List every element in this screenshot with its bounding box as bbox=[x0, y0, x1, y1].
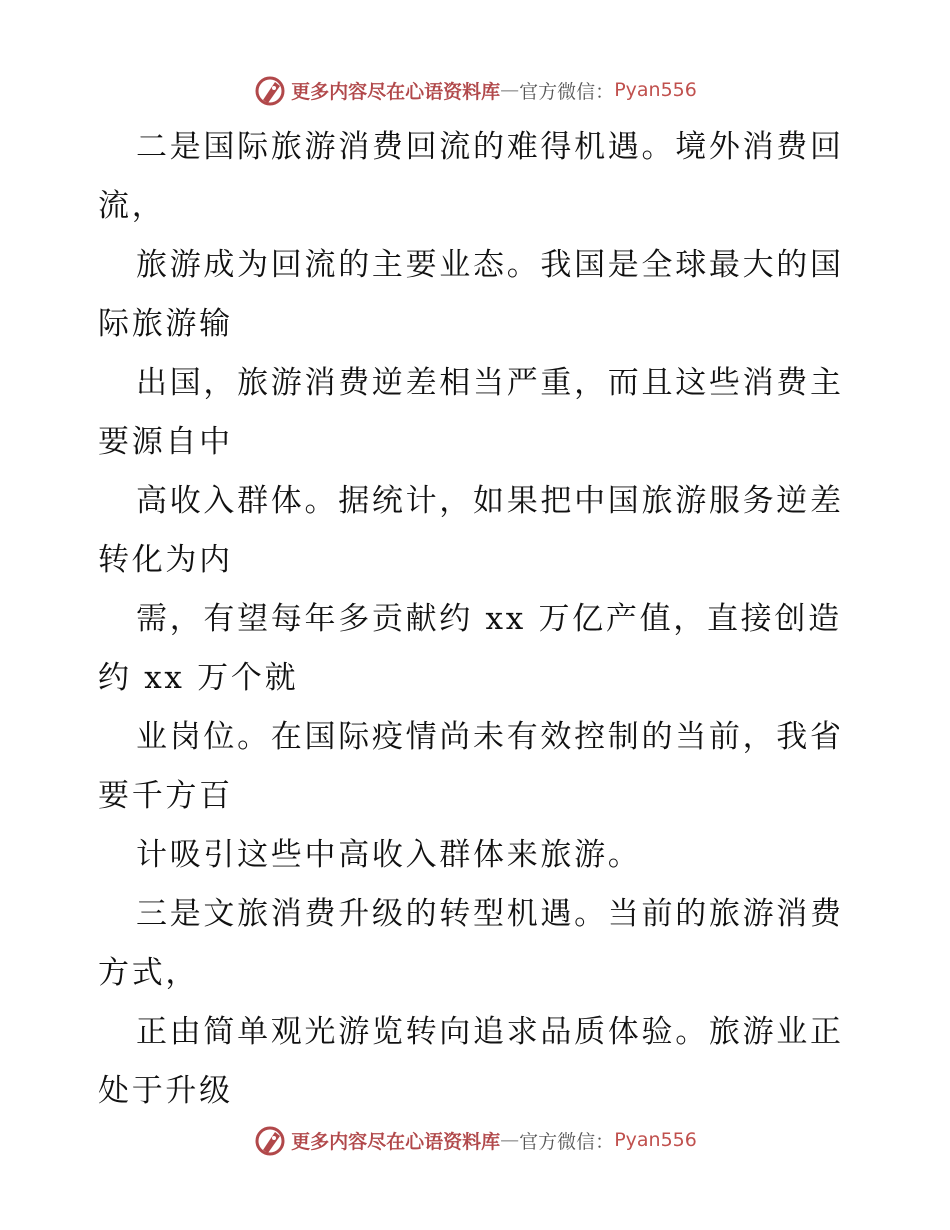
watermark-dash: — bbox=[500, 79, 520, 101]
text-line: 方式， bbox=[98, 955, 200, 991]
text-line: 高收入群体。据统计，如果把中国旅游服务逆差 bbox=[136, 483, 844, 519]
text-line: 正由简单观光游览转向追求品质体验。旅游业正 bbox=[136, 1014, 844, 1050]
watermark-wechat-id: Pyan556 bbox=[614, 79, 697, 101]
text-line: 出国，旅游消费逆差相当严重，而且这些消费主 bbox=[136, 365, 844, 401]
watermark-wechat-label: 官方微信： bbox=[519, 80, 615, 103]
header-watermark bbox=[0, 70, 950, 110]
text-line: 三是文旅消费升级的转型机遇。当前的旅游消费 bbox=[136, 896, 844, 932]
pen-nib-logo-icon bbox=[253, 1123, 287, 1157]
text-line: 流， bbox=[98, 188, 166, 224]
text-line: 际旅游输 bbox=[98, 306, 233, 342]
text-line: 二是国际旅游消费回流的难得机遇。境外消费回 bbox=[136, 129, 844, 165]
watermark-wechat-label: 官方微信： bbox=[519, 1130, 615, 1153]
watermark-site-name: 更多内容尽在心语资料库 bbox=[291, 80, 501, 103]
watermark-dash: — bbox=[500, 1129, 520, 1151]
text-line: 约 xx 万个就 bbox=[98, 660, 299, 696]
watermark-site-name: 更多内容尽在心语资料库 bbox=[291, 1130, 501, 1153]
text-line: 计吸引这些中高收入群体来旅游。 bbox=[136, 837, 642, 873]
text-line: 业岗位。在国际疫情尚未有效控制的当前，我省 bbox=[136, 719, 844, 755]
text-line: 要源自中 bbox=[98, 424, 233, 460]
watermark-wechat-id: Pyan556 bbox=[614, 1129, 697, 1151]
text-line: 转化为内 bbox=[98, 542, 233, 578]
pen-nib-logo-icon bbox=[253, 73, 287, 107]
text-line: 需，有望每年多贡献约 xx 万亿产值，直接创造 bbox=[136, 601, 842, 637]
text-line: 旅游成为回流的主要业态。我国是全球最大的国 bbox=[136, 247, 844, 283]
footer-watermark bbox=[0, 1120, 950, 1160]
text-line: 要千方百 bbox=[98, 778, 233, 814]
document-body bbox=[98, 118, 858, 1121]
text-line: 处于升级 bbox=[98, 1073, 233, 1109]
